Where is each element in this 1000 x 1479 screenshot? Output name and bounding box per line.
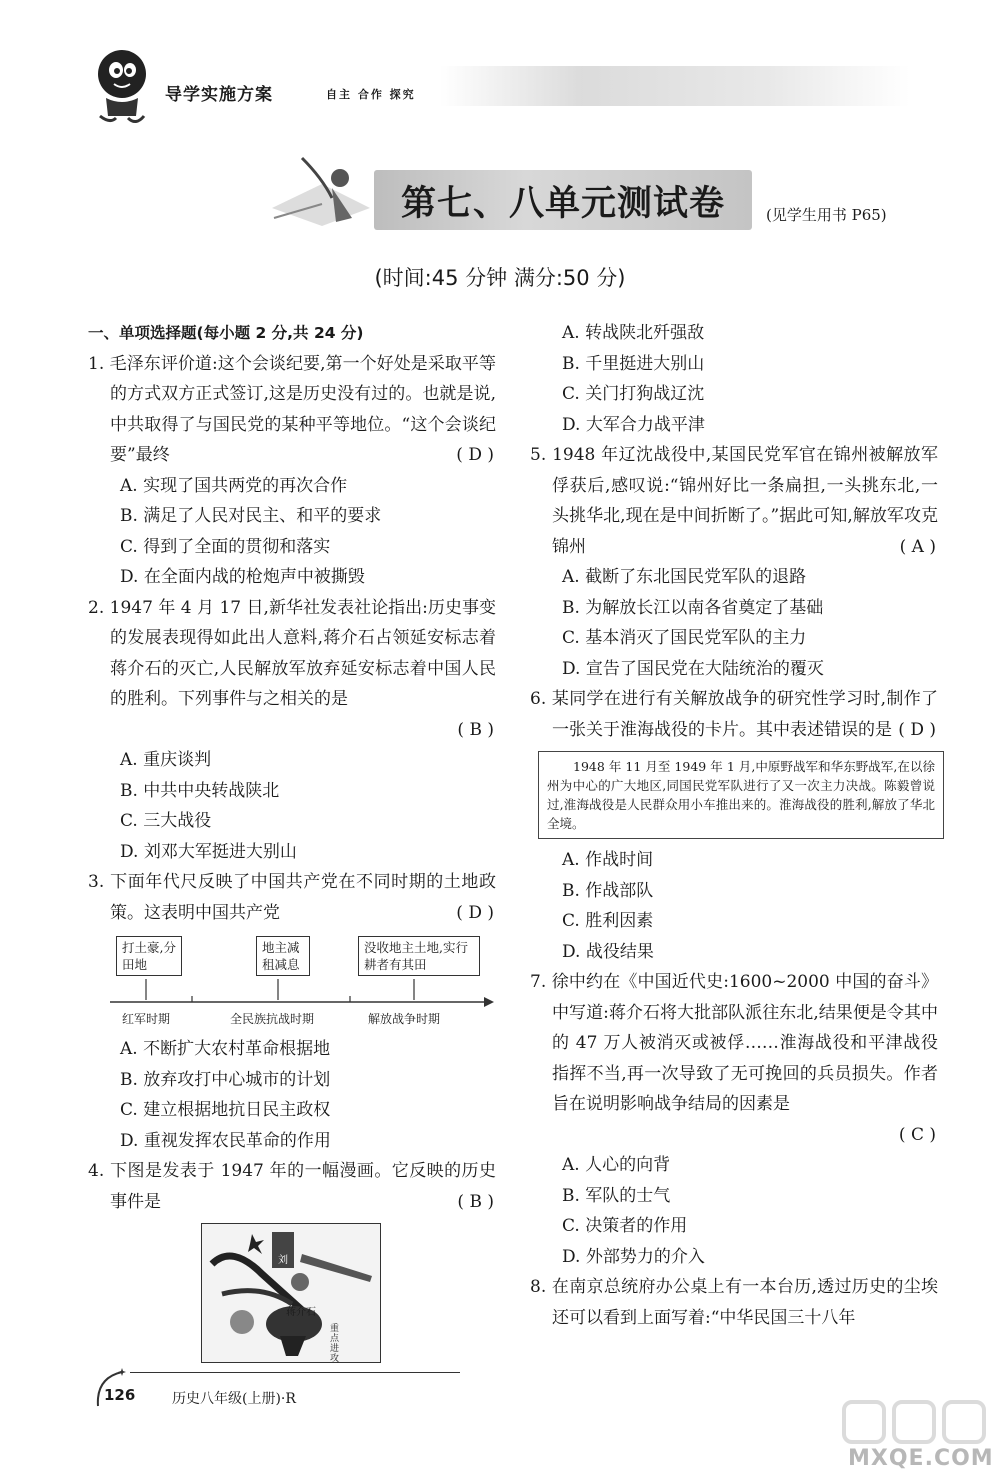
option-c: C. 胜利因素 [562, 911, 654, 931]
brand-slogan: 自主 合作 探究 [326, 88, 416, 101]
watermark-text: MXQE.COM [848, 1446, 994, 1471]
timeline-box-3: 没收地主土地,实行耕者有其田 [358, 936, 480, 976]
question-3 [88, 867, 496, 1156]
timeline-box-2: 地主减租减息 [256, 936, 310, 976]
question-stem: 4. 下图是发表于 1947 年的一幅漫画。它反映的历史事件是 [88, 1161, 496, 1212]
option-a: A. 人心的向背 [562, 1155, 671, 1175]
page-number: 126 [104, 1386, 136, 1404]
cartoon-label-attack: 重点进攻 [330, 1324, 340, 1364]
question-stem: 3. 下面年代尺反映了中国共产党在不同时期的土地政策。这表明中国共产党 [88, 872, 496, 923]
option-a: A. 截断了东北国民党军队的退路 [562, 567, 807, 587]
huaihai-campaign-card: 1948 年 11 月至 1949 年 1 月,中原野战军和华东野战军,在以徐州为中心的广大地区,同国民党军队进行了又一次主力决战。陈毅曾说过,淮海战役是人民群众用小车推出来的。淮海战役的胜利,解放了华北全境。 [538, 751, 944, 839]
option-c: C. 得到了全面的贯彻和落实 [120, 536, 331, 557]
question-stem: 5. 1948 年辽沈战役中,某国民党军官在锦州被解放军俘获后,感叹说:“锦州好比一条扁担,一头挑东北,一头挑华北,现在是中间折断了。”据此可知,解放军攻克锦州 [530, 445, 938, 557]
option-c: C. 建立根据地抗日民主政权 [120, 1100, 331, 1120]
option-a: A. 实现了国共两党的再次合作 [120, 475, 348, 496]
political-cartoon [201, 1223, 381, 1363]
q4-option-b: B. 千里挺进大别山 [562, 353, 705, 374]
question-1 [88, 349, 496, 593]
option-d: D. 宣告了国民党在大陆统治的覆灭 [562, 658, 824, 679]
answer: ( D ) [456, 902, 494, 923]
question-5 [530, 440, 938, 684]
cartoon-label-jiang: 蒋介石 [286, 1307, 316, 1318]
answer: ( C ) [898, 1124, 936, 1145]
question-7 [530, 967, 938, 1272]
option-d: D. 在全面内战的枪炮声中被撕毁 [120, 567, 365, 587]
left-column [88, 318, 496, 1363]
q4-option-d: D. 大军合力战平津 [562, 414, 705, 435]
option-a: A. 不断扩大农村革命根据地 [120, 1039, 331, 1059]
answer: ( D ) [898, 719, 936, 740]
right-column [530, 318, 938, 1333]
option-a: A. 作战时间 [562, 850, 654, 870]
test-title: 第七、八单元测试卷 [400, 183, 725, 224]
option-d: D. 刘邓大军挺进大别山 [120, 841, 297, 862]
timeline-period-2: 全民族抗战时期 [230, 1012, 315, 1026]
footer-divider [130, 1372, 460, 1373]
question-8 [530, 1272, 938, 1333]
mascot-logo [86, 44, 156, 128]
question-4 [88, 1156, 496, 1363]
option-c: C. 决策者的作用 [562, 1216, 688, 1236]
header-decoration [440, 66, 910, 106]
question-stem: 1. 毛泽东评价道:这个会谈纪要,第一个好处是采取平等的方式双方正式签订,这是历史没有过的。也就是说,中共取得了与国民党的某种平等地位。“这个会谈纪要”最终 [88, 353, 496, 465]
question-2 [88, 593, 496, 868]
brand-name: 导学实施方案 [165, 85, 273, 105]
option-d: D. 外部势力的介入 [562, 1246, 705, 1267]
option-b: B. 放弃攻打中心城市的计划 [120, 1069, 331, 1090]
option-a: A. 重庆谈判 [120, 750, 212, 770]
footer-subject: 历史八年级(上册)·R [172, 1391, 296, 1407]
q4-option-c: C. 关门打狗战辽沈 [562, 384, 705, 404]
land-policy-timeline [88, 930, 496, 1030]
question-stem: 8. 在南京总统府办公桌上有一本台历,透过历史的尘埃还可以看到上面写着:“中华民国三十八年 [530, 1277, 938, 1328]
option-b: B. 为解放长江以南各省奠定了基础 [562, 597, 824, 618]
question-stem: 7. 徐中约在《中国近代史:1600~2000 中国的奋斗》中写道:蒋介石将大批部队派往东北,结果便是令其中的 47 万人被消灭或被俘……淮海战役和平津战役指挥不当,再一次导致了无可挽回的兵员损失。作者旨在说明影响战争结局的因素是 [530, 972, 938, 1114]
answer: ( A ) [899, 536, 936, 557]
option-b: B. 中共中央转战陕北 [120, 780, 280, 801]
q4-option-a: A. 转战陕北歼强敌 [562, 323, 705, 343]
question-stem: 6. 某同学在进行有关解放战争的研究性学习时,制作了一张关于淮海战役的卡片。其中表述错误的是 [530, 689, 938, 740]
option-c: C. 基本消灭了国民党军队的主力 [562, 628, 807, 648]
option-c: C. 三大战役 [120, 811, 212, 831]
answer: ( D ) [456, 445, 494, 465]
option-d: D. 重视发挥农民革命的作用 [120, 1130, 331, 1151]
answer: ( B ) [457, 719, 494, 740]
option-b: B. 满足了人民对民主、和平的要求 [120, 506, 382, 526]
timeline-period-1: 红军时期 [122, 1012, 171, 1026]
question-6 [530, 684, 938, 967]
timeline-period-3: 解放战争时期 [368, 1012, 441, 1026]
timeline-box-1: 打土豪,分田地 [116, 936, 182, 976]
book-reference: (见学生用书 P65) [766, 206, 887, 224]
option-d: D. 战役结果 [562, 941, 654, 962]
cartoon-label-liu: 刘 [278, 1255, 288, 1266]
question-stem: 2. 1947 年 4 月 17 日,新华社发表社论指出:历史事变的发展表现得如此出人意料,蒋介石占领延安标志着蒋介石的灭亡,人民解放军放弃延安标志着中国人民的胜利。下列事件与之相关的是 [88, 597, 496, 709]
title-decoration-figure [262, 148, 382, 232]
time-and-score: (时间:45 分钟 满分:50 分) [374, 266, 626, 290]
section-heading: 一、单项选择题(每小题 2 分,共 24 分) [88, 324, 364, 342]
option-b: B. 军队的士气 [562, 1185, 671, 1206]
answer: ( B ) [457, 1191, 494, 1212]
option-b: B. 作战部队 [562, 880, 654, 901]
